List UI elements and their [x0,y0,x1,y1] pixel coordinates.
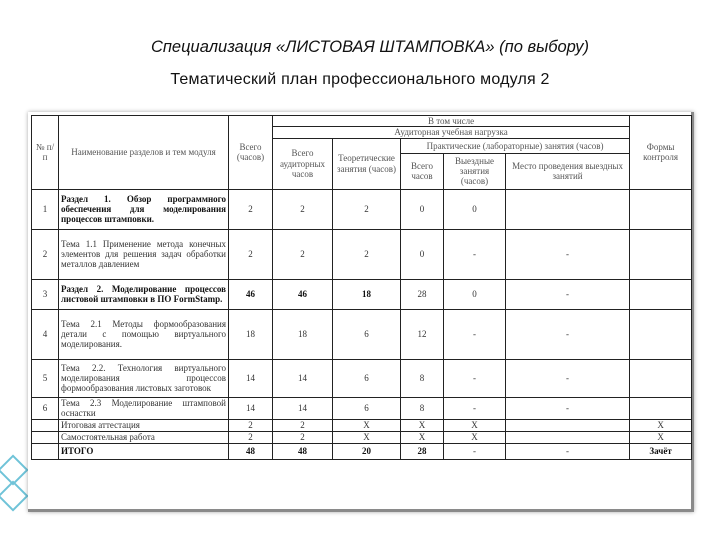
cell-name: Тема 2.3 Моделирование штамповой оснастки [59,397,229,419]
cell-control: Зачёт [630,443,692,459]
cell-theory: 20 [333,443,401,459]
page-subtitle: Тематический план профессионального модуля 2 [170,71,550,88]
cell-control: X [630,419,692,431]
cell-control [630,359,692,397]
cell-place: - [506,397,630,419]
cell-field: - [444,229,506,279]
cell-place: - [506,443,630,459]
cell-place: - [506,359,630,397]
cell-num: 5 [32,359,59,397]
cell-num [32,431,59,443]
cell-field: 0 [444,279,506,309]
cell-name: Тема 2.1 Методы формообразования детали с помощью виртуального моделирования. [59,309,229,359]
cell-total: 2 [229,229,273,279]
cell-name: Самостоятельная работа [59,431,229,443]
cell-theory: 6 [333,359,401,397]
cell-place: - [506,229,630,279]
table-row [32,309,692,359]
header-classroom-total: Всего аудиторных часов [273,138,333,189]
table-row [32,189,692,229]
header-total: Всего (часов) [229,116,273,190]
cell-classroom: 48 [273,443,333,459]
document-scan [28,112,694,512]
slide-corner [0,0,18,18]
header-including: В том числе [273,116,630,127]
table-row [32,419,692,431]
cell-field: X [444,419,506,431]
header-classroom: Аудиторная учебная нагрузка [273,127,630,138]
cell-field: - [444,359,506,397]
cell-num: 1 [32,189,59,229]
cell-name: Раздел 1. Обзор программного обеспечения для моделирования процессов штамповки. [59,189,229,229]
cell-classroom: 2 [273,431,333,443]
cell-classroom: 2 [273,419,333,431]
header-control: Формы контроля [630,116,692,190]
cell-theory: X [333,431,401,443]
header-name: Наименование разделов и тем модуля [59,116,229,190]
table-row [32,397,692,419]
cell-num: 2 [32,229,59,279]
cell-field: 0 [444,189,506,229]
cell-name: Тема 1.1 Применение метода конечных элементов для решения задач обработки металлов давлением [59,229,229,279]
cell-control [630,309,692,359]
cell-total: 18 [229,309,273,359]
cell-practical: 28 [401,443,444,459]
cell-place [506,189,630,229]
cell-field: X [444,431,506,443]
cell-num: 3 [32,279,59,309]
table-row [32,359,692,397]
header-field: Выездные занятия (часов) [444,153,506,189]
cell-total: 48 [229,443,273,459]
cell-classroom: 2 [273,229,333,279]
cell-name: Итоговая аттестация [59,419,229,431]
header-theory: Теоретические занятия (часов) [333,138,401,189]
header-field-place: Место проведения выездных занятий [506,153,630,189]
cell-num: 6 [32,397,59,419]
cell-theory: 2 [333,229,401,279]
cell-num [32,419,59,431]
cell-name: Раздел 2. Моделирование процессов листовой штамповки в ПО FormStamp. [59,279,229,309]
cell-control [630,397,692,419]
cell-practical: 28 [401,279,444,309]
cell-classroom: 2 [273,189,333,229]
cell-field: - [444,397,506,419]
page-title: Специализация «ЛИСТОВАЯ ШТАМПОВКА» (по выбору) [150,38,590,56]
cell-classroom: 46 [273,279,333,309]
table-row [32,431,692,443]
cell-theory: X [333,419,401,431]
cell-theory: 2 [333,189,401,229]
cell-control [630,229,692,279]
cell-practical: 12 [401,309,444,359]
cell-total: 2 [229,189,273,229]
cell-place: - [506,279,630,309]
cell-field: - [444,443,506,459]
cell-theory: 6 [333,397,401,419]
cell-total: 14 [229,397,273,419]
cell-place: - [506,309,630,359]
cell-practical: 8 [401,359,444,397]
cell-theory: 18 [333,279,401,309]
header-practical-total: Всего часов [401,153,444,189]
cell-classroom: 18 [273,309,333,359]
cell-practical: 0 [401,189,444,229]
header-num: № п/п [32,116,59,190]
table-row [32,229,692,279]
cell-place [506,431,630,443]
cell-num: 4 [32,309,59,359]
cell-control [630,279,692,309]
table-row-total [32,443,692,459]
cell-practical: X [401,431,444,443]
header-practical: Практические (лабораторные) занятия (часов) [401,138,630,153]
cell-total: 46 [229,279,273,309]
cell-place [506,419,630,431]
cell-total: 2 [229,431,273,443]
cell-practical: 0 [401,229,444,279]
cell-theory: 6 [333,309,401,359]
cell-control: X [630,431,692,443]
cell-field: - [444,309,506,359]
cell-name: Тема 2.2. Технология виртуального моделирования процессов формообразования листовых заготовок [59,359,229,397]
cell-classroom: 14 [273,397,333,419]
cell-control [630,189,692,229]
cell-classroom: 14 [273,359,333,397]
cell-name: ИТОГО [59,443,229,459]
table-row [32,279,692,309]
cell-num [32,443,59,459]
slide-decoration [0,455,30,517]
cell-practical: 8 [401,397,444,419]
cell-total: 2 [229,419,273,431]
thematic-plan-table [31,115,692,460]
cell-practical: X [401,419,444,431]
cell-total: 14 [229,359,273,397]
